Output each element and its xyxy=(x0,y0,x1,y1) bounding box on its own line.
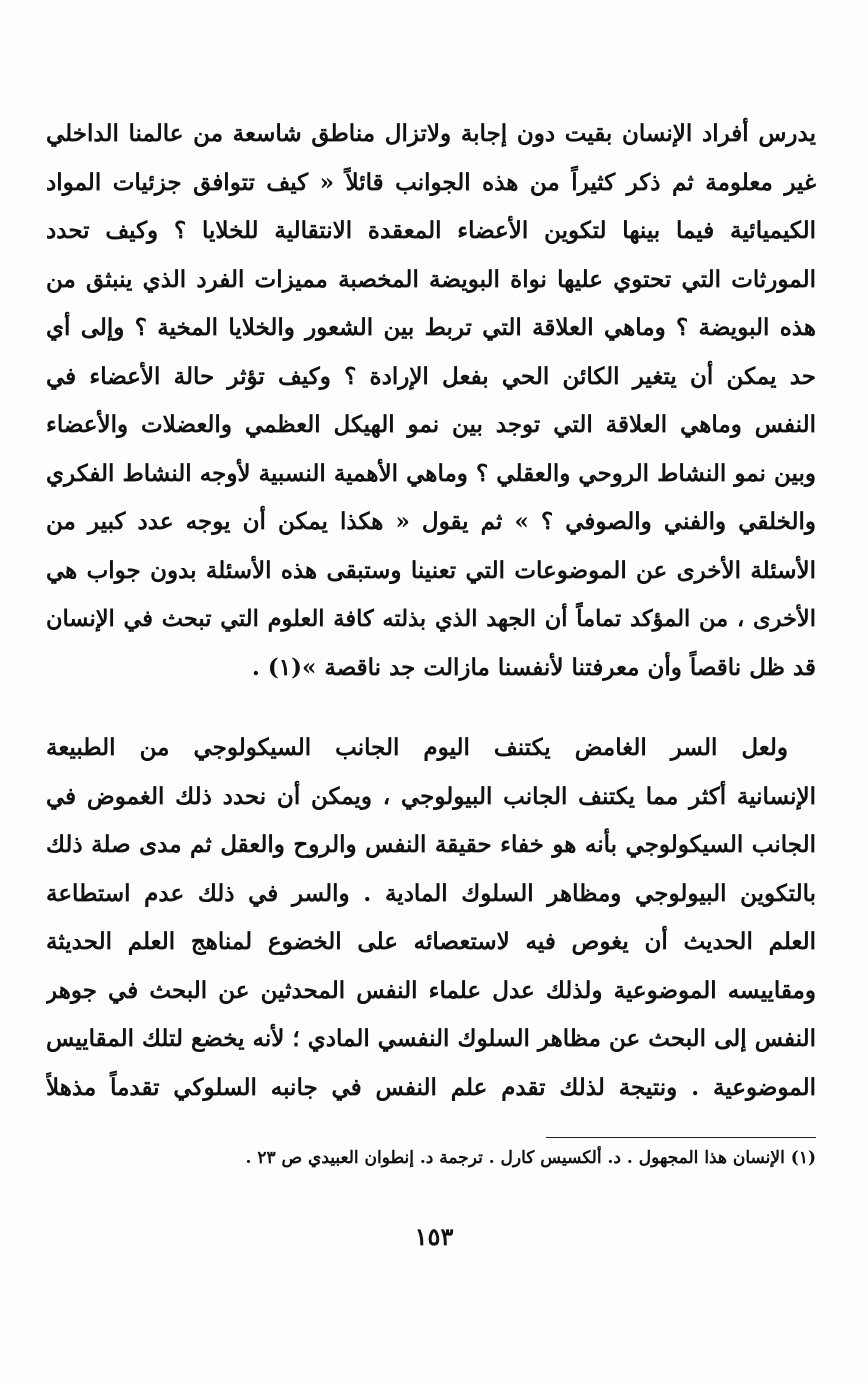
text-line: ومقاييسه الموضوعية ولذلك عدل علماء النفس المحدثين عن البحث في جوهر xyxy=(46,976,816,1004)
page-number: ١٥٣ xyxy=(414,1222,454,1251)
text-line: الموضوعية . ونتيجة لذلك تقدم علم النفس في جانبه السلوكي تقدماً مذهلاً xyxy=(46,1073,816,1101)
footnote: (١) الإنسان هذا المجهول . د. ألكسيس كارل . ترجمة د. إنطوان العبيدي ص ٢٣ . xyxy=(245,1148,816,1168)
text-line: هذه البويضة ؟ وماهي العلاقة التي تربط بين الشعور والخلايا المخية ؟ وإلى أي xyxy=(46,314,816,341)
text-line: ولعل السر الغامض يكتنف اليوم الجانب السيكولوجي من الطبيعة xyxy=(46,734,788,761)
text-line: حد يمكن أن يتغير الكائن الحي بفعل الإرادة ؟ وكيف تؤثر حالة الأعضاء في xyxy=(46,362,816,390)
text-line: العلم الحديث أن يغوص فيه لاستعصائه على الخضوع لمناهج العلم الحديثة xyxy=(46,928,816,955)
text-line: الإنسانية أكثر مما يكتنف الجانب البيولوجي ، ويمكن أن نحدد ذلك الغموض في xyxy=(46,782,816,810)
text-line: يدرس أفراد الإنسان بقيت دون إجابة ولاتزال مناطق شاسعة من عالمنا الداخلي xyxy=(46,120,816,147)
text-line: الجانب السيكولوجي بأنه هو خفاء حقيقة النفس والروح والعقل ثم مدى صلة ذلك xyxy=(46,831,816,858)
text-line: الأخرى ، من المؤكد تماماً أن الجهد الذي بذلته كافة العلوم التي تبحث في الإنسان xyxy=(46,606,816,632)
paragraph-2 xyxy=(46,724,816,1112)
text-line: غير معلومة ثم ذكر كثيراً من هذه الجوانب قائلاً « كيف تتوافق جزئيات المواد xyxy=(46,168,816,196)
text-line: قد ظل ناقصاً وأن معرفتنا لأنفسنا مازالت جد ناقصة »(١) . xyxy=(251,653,816,681)
text-line: والخلقي والفني والصوفي ؟ » ثم يقول « هكذا يمكن أن يوجه عدد كبير من xyxy=(46,508,816,535)
text-line: النفس إلى البحث عن مظاهر السلوك النفسي المادي ؛ لأنه يخضع لتلك المقاييس xyxy=(46,1025,816,1052)
text-line: وبين نمو النشاط الروحي والعقلي ؟ وماهي الأهمية النسبية لأوجه النشاط الفكري xyxy=(46,459,816,487)
text-line: الكيميائية فيما بينها لتكوين الأعضاء المعقدة الانتقالية للخلايا ؟ وكيف تحدد xyxy=(46,217,816,244)
text-line: الأسئلة الأخرى عن الموضوعات التي تعنينا وستبقى هذه الأسئلة بدون جواب هي xyxy=(46,556,816,584)
footnote-divider xyxy=(546,1137,816,1138)
text-line: النفس وماهي العلاقة التي توجد بين نمو الهيكل العظمي والعضلات والأعضاء xyxy=(46,411,816,438)
text-line: بالتكوين البيولوجي ومظاهر السلوك المادية . والسر في ذلك عدم استطاعة xyxy=(46,879,816,907)
text-line: المورثات التي تحتوي عليها نواة البويضة المخصبة مميزات الفرد الذي ينبثق من xyxy=(46,265,816,293)
paragraph-1 xyxy=(46,110,816,692)
